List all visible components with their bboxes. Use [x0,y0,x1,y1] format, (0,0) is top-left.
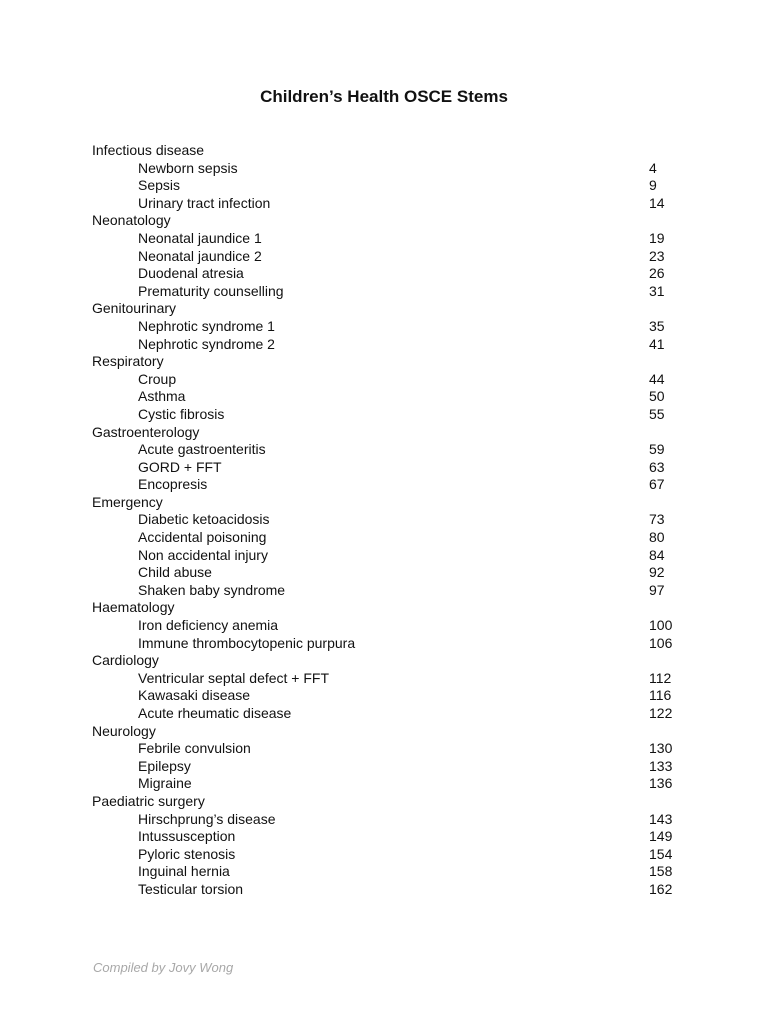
toc-entry-page-number: 106 [649,634,673,651]
toc-entry [92,265,692,283]
toc-entry-page-number: 143 [649,810,673,827]
section-heading [92,652,692,670]
toc-entry [92,248,692,266]
toc-entry [92,846,692,864]
toc-entry [92,740,692,758]
toc-entry [92,230,692,248]
toc-entry [92,388,692,406]
section-heading [92,300,692,318]
toc-entry-label: Inguinal hernia [138,863,230,880]
toc-entry [92,459,692,477]
toc-entry-label: Ventricular septal defect + FFT [138,669,330,686]
section-heading [92,424,692,442]
toc-entry [92,705,692,723]
toc-entry-label: Neonatal jaundice 1 [138,229,262,246]
section-heading-label: Genitourinary [92,300,177,317]
toc-entry-page-number: 73 [649,511,665,528]
section-heading-label: Infectious disease [92,142,205,158]
toc-entry [92,195,692,213]
toc-entry-page-number: 158 [649,863,673,880]
footer-credit: Compiled by Jovy Wong [93,960,234,975]
toc-entry-page-number: 97 [649,581,665,598]
toc-entry-label: Epilepsy [138,757,191,774]
section-heading-label: Emergency [92,493,163,510]
toc-entry-page-number: 136 [649,775,673,792]
toc-entry-label: Newborn sepsis [138,159,238,176]
section-heading-label: Paediatric surgery [92,792,205,809]
toc-entry [92,529,692,547]
toc-entry-page-number: 67 [649,476,665,493]
toc-entry-page-number: 59 [649,441,665,458]
toc-entry [92,564,692,582]
toc-entry-page-number: 31 [649,282,665,299]
toc-entry-label: Hirschprung’s disease [138,810,276,827]
toc-entry [92,318,692,336]
toc-entry [92,476,692,494]
toc-entry [92,160,692,178]
section-heading [92,793,692,811]
toc-entry-label: Sepsis [138,177,181,194]
section-heading-label: Haematology [92,599,175,616]
toc-entry [92,406,692,424]
toc-entry-label: Accidental poisoning [138,529,267,546]
toc-entry-page-number: 4 [649,159,657,176]
toc-entry-page-number: 122 [649,705,673,721]
toc-entry-label: Child abuse [138,564,212,581]
toc-entry [92,775,692,793]
section-heading [92,723,692,741]
toc-entry-page-number: 100 [649,617,673,634]
toc-entry [92,617,692,635]
section-heading-label: Gastroenterology [92,423,200,440]
toc-entry-label: Neonatal jaundice 2 [138,247,262,264]
page-title: Children’s Health OSCE Stems [260,87,508,106]
toc-entry-page-number: 133 [649,757,673,774]
toc-entry-label: Cystic fibrosis [138,405,225,422]
toc-entry-label: Croup [138,370,177,387]
toc-entry-page-number: 149 [649,828,673,845]
toc-entry [92,758,692,776]
toc-entry-label: Pyloric stenosis [138,845,236,862]
toc-entry-page-number: 80 [649,529,665,546]
toc-entry [92,547,692,565]
toc-entry-label: Urinary tract infection [138,194,271,211]
table-of-contents [92,142,692,899]
toc-entry [92,881,692,899]
toc-entry-label: Prematurity counselling [138,282,284,299]
toc-entry-page-number: 26 [649,265,665,282]
section-heading-label: Neurology [92,722,156,739]
toc-entry [92,828,692,846]
section-heading [92,599,692,617]
toc-entry-label: Non accidental injury [138,546,268,563]
toc-entry [92,177,692,195]
toc-entry-page-number: 154 [649,845,673,862]
toc-entry-page-number: 162 [649,880,673,897]
toc-entry-label: Intussusception [138,828,236,845]
toc-entry [92,582,692,600]
toc-entry-label: Diabetic ketoacidosis [138,511,270,528]
section-heading-label: Neonatology [92,212,171,229]
toc-entry-label: Duodenal atresia [138,265,244,282]
section-heading-label: Respiratory [92,353,164,370]
toc-entry-label: Febrile convulsion [138,740,251,757]
toc-entry-page-number: 84 [649,546,665,563]
toc-entry [92,670,692,688]
toc-entry-page-number: 41 [649,335,665,352]
toc-entry-label: GORD + FFT [138,458,222,475]
section-heading [92,212,692,230]
toc-entry [92,863,692,881]
toc-entry-page-number: 44 [649,370,665,387]
section-heading [92,494,692,512]
section-heading [92,353,692,371]
toc-entry [92,687,692,705]
toc-entry-page-number: 19 [649,229,665,246]
toc-entry-page-number: 130 [649,740,673,757]
toc-entry [92,336,692,354]
toc-entry-label: Asthma [138,388,186,405]
toc-entry-page-number: 116 [649,687,672,704]
toc-entry-label: Testicular torsion [138,880,244,897]
toc-entry [92,635,692,653]
toc-entry-page-number: 112 [649,669,672,686]
toc-entry-label: Iron deficiency anemia [138,617,279,634]
toc-entry [92,441,692,459]
toc-entry-page-number: 14 [649,194,665,211]
toc-entry-page-number: 50 [649,388,665,405]
section-heading [92,142,692,160]
toc-entry [92,283,692,301]
toc-entry-label: Encopresis [138,476,208,493]
toc-entry-page-number: 35 [649,317,665,334]
toc-entry [92,511,692,529]
toc-entry-page-number: 63 [649,458,665,475]
toc-entry-page-number: 92 [649,564,665,581]
toc-entry-label: Shaken baby syndrome [138,581,286,598]
toc-entry [92,371,692,389]
toc-entry-label: Migraine [138,775,192,792]
toc-entry-label: Nephrotic syndrome 2 [138,335,275,352]
toc-entry-label: Acute rheumatic disease [138,705,292,721]
section-heading-label: Cardiology [92,652,159,669]
toc-entry-label: Acute gastroenteritis [138,441,266,458]
toc-entry-label: Kawasaki disease [138,687,251,704]
toc-entry-page-number: 9 [649,177,657,194]
toc-entry-page-number: 55 [649,405,665,422]
toc-entry-page-number: 23 [649,247,665,264]
toc-entry [92,811,692,829]
toc-entry-label: Immune thrombocytopenic purpura [138,634,356,651]
toc-entry-label: Nephrotic syndrome 1 [138,317,275,334]
